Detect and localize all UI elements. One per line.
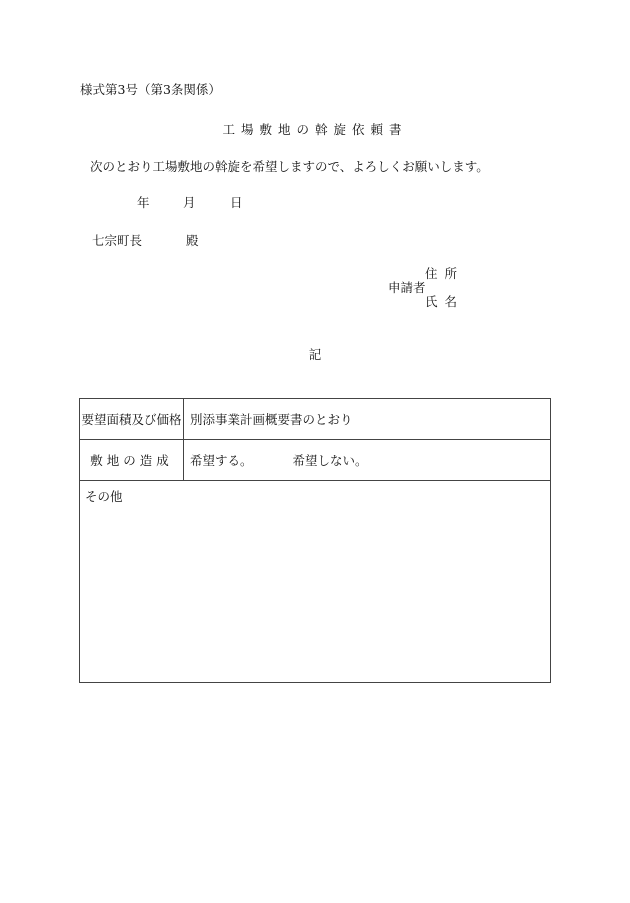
land-prep-option-no: 希望しない。 (292, 452, 368, 468)
name-label: 氏名 (425, 294, 465, 309)
land-prep-option-yes: 希望する。 (190, 452, 253, 468)
date-year: 年 (137, 195, 150, 210)
ki-heading: 記 (308, 347, 322, 362)
land-prep-options (190, 439, 368, 480)
date-day: 日 (229, 195, 243, 210)
addressee (92, 231, 199, 249)
addressee-honorific: 殿 (186, 233, 199, 248)
form-number: 様式第3号（第3条関係） (80, 82, 221, 97)
address-label: 住所 (425, 266, 465, 281)
intro-text: 次のとおり工場敷地の斡旋を希望しますので、よろしくお願いします。 (90, 159, 489, 174)
applicant-label: 申請者 (388, 280, 426, 295)
table-row-land-prep (80, 439, 550, 481)
document-title: 工場敷地の斡旋依頼書 (222, 122, 408, 137)
land-prep-label: 敷地の造成 (80, 439, 184, 480)
request-table (79, 398, 551, 683)
date-month: 月 (182, 195, 196, 210)
area-price-label: 要望面積及び価格 (80, 399, 184, 439)
addressee-name: 七宗町長 (92, 233, 143, 248)
table-row-area-price (80, 399, 550, 440)
date-line (137, 193, 242, 211)
area-price-value: 別添事業計画概要書のとおり (190, 412, 353, 427)
other-label: その他 (85, 489, 123, 504)
